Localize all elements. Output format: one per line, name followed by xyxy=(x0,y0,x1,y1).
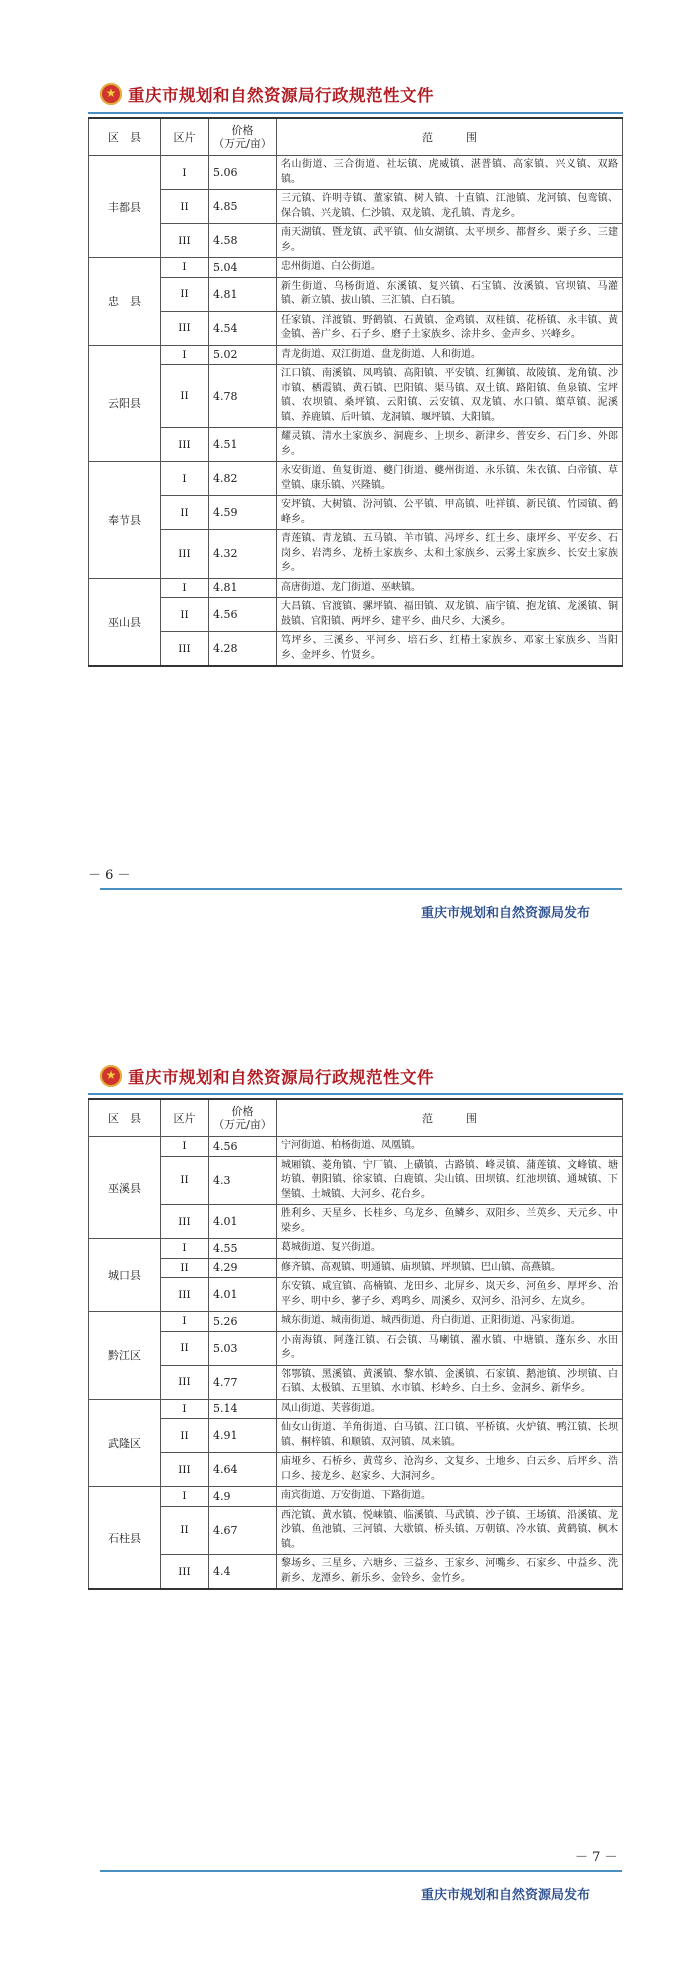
price-cell: 4.82 xyxy=(209,462,277,496)
zone-cell: III xyxy=(161,1205,209,1239)
county-name: 巫山县 xyxy=(89,578,161,666)
table-row xyxy=(89,632,623,667)
price-cell: 4.28 xyxy=(209,632,277,667)
price-cell: 4.64 xyxy=(209,1453,277,1487)
price-cell: 4.01 xyxy=(209,1205,277,1239)
table-row xyxy=(89,1258,623,1278)
zone-cell: III xyxy=(161,1453,209,1487)
page-header xyxy=(100,1064,434,1088)
table-row xyxy=(89,1555,623,1590)
price-cell: 4.78 xyxy=(209,365,277,428)
table-row xyxy=(89,311,623,345)
price-cell: 4.9 xyxy=(209,1487,277,1507)
table-row xyxy=(89,1137,623,1157)
column-header-scope: 范 围 xyxy=(277,118,623,156)
county-name: 云阳县 xyxy=(89,345,161,462)
zone-cell: III xyxy=(161,1365,209,1399)
page-header xyxy=(100,82,434,106)
table-row xyxy=(89,1453,623,1487)
header-title: 重庆市规划和自然资源局行政规范性文件 xyxy=(128,1068,434,1087)
table-row xyxy=(89,1278,623,1312)
table-row xyxy=(89,190,623,224)
zone-cell: II xyxy=(161,1258,209,1278)
footer-publisher: 重庆市规划和自然资源局发布 xyxy=(420,1888,590,1903)
price-cell: 4.29 xyxy=(209,1258,277,1278)
price-cell: 4.91 xyxy=(209,1419,277,1453)
scope-cell: 凤山街道、芙蓉街道。 xyxy=(277,1399,623,1419)
zone-cell: III xyxy=(161,1555,209,1590)
price-cell: 4.81 xyxy=(209,277,277,311)
header-divider xyxy=(88,112,623,114)
zone-cell: I xyxy=(161,156,209,190)
scope-cell: 东安镇、咸宜镇、高楠镇、龙田乡、北屏乡、岚天乡、河鱼乡、厚坪乡、治平乡、明中乡、蓼子乡、鸡鸣乡、周溪乡、双河乡、沿河乡、左岚乡。 xyxy=(277,1278,623,1312)
zone-cell: III xyxy=(161,1278,209,1312)
zone-cell: I xyxy=(161,345,209,365)
scope-cell: 西沱镇、黄水镇、悦崃镇、临溪镇、马武镇、沙子镇、王场镇、沿溪镇、龙沙镇、鱼池镇、三河镇、大歇镇、桥头镇、万朝镇、冷水镇、黄鹤镇、枫木镇。 xyxy=(277,1506,623,1555)
price-cell: 4.51 xyxy=(209,428,277,462)
county-name: 巫溪县 xyxy=(89,1137,161,1239)
table-row xyxy=(89,1239,623,1259)
zone-cell: I xyxy=(161,1399,209,1419)
table-row xyxy=(89,428,623,462)
price-cell: 4.56 xyxy=(209,598,277,632)
price-cell: 5.06 xyxy=(209,156,277,190)
zone-cell: II xyxy=(161,277,209,311)
zone-cell: I xyxy=(161,1487,209,1507)
footer-divider xyxy=(100,1870,622,1872)
table-row xyxy=(89,496,623,530)
price-cell: 4.01 xyxy=(209,1278,277,1312)
price-cell: 5.26 xyxy=(209,1312,277,1332)
zone-cell: II xyxy=(161,1506,209,1555)
zone-cell: I xyxy=(161,258,209,278)
column-header-zone: 区片 xyxy=(161,1099,209,1137)
column-header-county: 区 县 xyxy=(89,1099,161,1137)
zone-cell: II xyxy=(161,496,209,530)
scope-cell: 黎场乡、三星乡、六塘乡、三益乡、王家乡、河嘴乡、石家乡、中益乡、洗新乡、龙潭乡、新乐乡、金铃乡、金竹乡。 xyxy=(277,1555,623,1590)
county-name: 武隆区 xyxy=(89,1399,161,1487)
table-row xyxy=(89,578,623,598)
table-row xyxy=(89,258,623,278)
price-cell: 4.58 xyxy=(209,224,277,258)
document-page-6 xyxy=(0,0,700,980)
zone-cell: III xyxy=(161,224,209,258)
scope-cell: 南天湖镇、暨龙镇、武平镇、仙女湖镇、太平坝乡、都督乡、栗子乡、三建乡。 xyxy=(277,224,623,258)
land-price-table xyxy=(88,1098,623,1590)
table-row xyxy=(89,1331,623,1365)
zone-cell: II xyxy=(161,598,209,632)
table-row xyxy=(89,1399,623,1419)
scope-cell: 忠州街道、白公街道。 xyxy=(277,258,623,278)
scope-cell: 邻鄂镇、黑溪镇、黄溪镇、黎水镇、金溪镇、石家镇、鹅池镇、沙坝镇、白石镇、太极镇、五里镇、水市镇、杉岭乡、白土乡、金洞乡、新华乡。 xyxy=(277,1365,623,1399)
scope-cell: 青莲镇、青龙镇、五马镇、羊市镇、冯坪乡、红土乡、康坪乡、平安乡、石岗乡、岩湾乡、龙桥土家族乡、太和土家族乡、云雾土家族乡、长安土家族乡。 xyxy=(277,530,623,579)
footer-publisher: 重庆市规划和自然资源局发布 xyxy=(420,906,590,921)
table-header-row xyxy=(89,1099,623,1137)
price-cell: 4.85 xyxy=(209,190,277,224)
zone-cell: II xyxy=(161,1419,209,1453)
zone-cell: III xyxy=(161,428,209,462)
price-cell: 4.4 xyxy=(209,1555,277,1590)
scope-cell: 新生街道、乌杨街道、东溪镇、复兴镇、石宝镇、汝溪镇、官坝镇、马灌镇、新立镇、拔山镇、三汇镇、白石镇。 xyxy=(277,277,623,311)
scope-cell: 小南海镇、阿蓬江镇、石会镇、马喇镇、濯水镇、中塘镇、蓬东乡、水田乡。 xyxy=(277,1331,623,1365)
zone-cell: I xyxy=(161,1312,209,1332)
scope-cell: 葛城街道、复兴街道。 xyxy=(277,1239,623,1259)
column-header-zone: 区片 xyxy=(161,118,209,156)
price-cell: 4.3 xyxy=(209,1156,277,1205)
scope-cell: 大昌镇、官渡镇、骡坪镇、福田镇、双龙镇、庙宇镇、抱龙镇、龙溪镇、铜鼓镇、官阳镇、两坪乡、建平乡、曲尺乡、大溪乡。 xyxy=(277,598,623,632)
zone-cell: III xyxy=(161,311,209,345)
zone-cell: I xyxy=(161,1137,209,1157)
scope-cell: 宁河街道、柏杨街道、凤凰镇。 xyxy=(277,1137,623,1157)
price-cell: 4.54 xyxy=(209,311,277,345)
scope-cell: 胜利乡、天星乡、长桂乡、乌龙乡、鱼鳞乡、双阳乡、兰英乡、天元乡、中梁乡。 xyxy=(277,1205,623,1239)
scope-cell: 任家镇、洋渡镇、野鹤镇、石黄镇、金鸡镇、双桂镇、花桥镇、永丰镇、黄金镇、善广乡、石子乡、磨子土家族乡、涂井乡、金声乡、兴峰乡。 xyxy=(277,311,623,345)
table-row xyxy=(89,224,623,258)
scope-cell: 仙女山街道、羊角街道、白马镇、江口镇、平桥镇、火炉镇、鸭江镇、长坝镇、桐梓镇、和顺镇、双河镇、凤来镇。 xyxy=(277,1419,623,1453)
price-cell: 5.14 xyxy=(209,1399,277,1419)
national-emblem-icon xyxy=(100,83,122,105)
price-cell: 4.32 xyxy=(209,530,277,579)
land-price-table xyxy=(88,117,623,667)
scope-cell: 名山街道、三合街道、社坛镇、虎威镇、湛普镇、高家镇、兴义镇、双路镇。 xyxy=(277,156,623,190)
header-divider xyxy=(88,1093,623,1095)
table-row xyxy=(89,277,623,311)
table-row xyxy=(89,156,623,190)
zone-cell: III xyxy=(161,632,209,667)
scope-cell: 城东街道、城南街道、城西街道、舟白街道、正阳街道、冯家街道。 xyxy=(277,1312,623,1332)
scope-cell: 江口镇、南溪镇、凤鸣镇、高阳镇、平安镇、红狮镇、故陵镇、龙角镇、沙市镇、栖霞镇、黄石镇、巴阳镇、渠马镇、双土镇、路阳镇、鱼泉镇、宝坪镇、农坝镇、桑坪镇、云阳镇、云安镇、双龙镇、水口镇、蕖草镇、泥溪镇、养鹿镇、后叶镇、龙洞镇、堰坪镇、大阳镇。 xyxy=(277,365,623,428)
page-number: － 7 － xyxy=(575,1850,618,1865)
zone-cell: II xyxy=(161,365,209,428)
table-row xyxy=(89,1487,623,1507)
scope-cell: 永安街道、鱼复街道、夔门街道、夔州街道、永乐镇、朱衣镇、白帝镇、草堂镇、康乐镇、兴隆镇。 xyxy=(277,462,623,496)
zone-cell: III xyxy=(161,530,209,579)
scope-cell: 安坪镇、大树镇、汾河镇、公平镇、甲高镇、吐祥镇、新民镇、竹园镇、鹤峰乡。 xyxy=(277,496,623,530)
county-name: 城口县 xyxy=(89,1239,161,1312)
table-header-row xyxy=(89,118,623,156)
scope-cell: 耀灵镇、清水土家族乡、洞鹿乡、上坝乡、新津乡、普安乡、石门乡、外郎乡。 xyxy=(277,428,623,462)
zone-cell: I xyxy=(161,462,209,496)
header-title: 重庆市规划和自然资源局行政规范性文件 xyxy=(128,86,434,105)
national-emblem-icon xyxy=(100,1065,122,1087)
price-cell: 4.77 xyxy=(209,1365,277,1399)
price-cell: 4.67 xyxy=(209,1506,277,1555)
table-row xyxy=(89,1312,623,1332)
table-row xyxy=(89,1156,623,1205)
column-header-price: 价格 （万元/亩） xyxy=(209,118,277,156)
price-cell: 4.59 xyxy=(209,496,277,530)
county-name: 丰都县 xyxy=(89,156,161,258)
price-cell: 5.03 xyxy=(209,1331,277,1365)
zone-cell: I xyxy=(161,1239,209,1259)
zone-cell: I xyxy=(161,578,209,598)
scope-cell: 修齐镇、高观镇、明通镇、庙坝镇、坪坝镇、巴山镇、高燕镇。 xyxy=(277,1258,623,1278)
scope-cell: 三元镇、许明寺镇、董家镇、树人镇、十直镇、江池镇、龙河镇、包鸾镇、保合镇、兴龙镇、仁沙镇、双龙镇、龙孔镇、青龙乡。 xyxy=(277,190,623,224)
zone-cell: II xyxy=(161,1156,209,1205)
scope-cell: 城厢镇、菱角镇、宁厂镇、上磺镇、古路镇、峰灵镇、蒲莲镇、文峰镇、塘坊镇、朝阳镇、徐家镇、白鹿镇、尖山镇、田坝镇、红池坝镇、通城镇、下堡镇、土城镇、大河乡、花台乡。 xyxy=(277,1156,623,1205)
scope-cell: 南宾街道、万安街道、下路街道。 xyxy=(277,1487,623,1507)
page-number: － 6 － xyxy=(88,868,131,883)
scope-cell: 青龙街道、双江街道、盘龙街道、人和街道。 xyxy=(277,345,623,365)
zone-cell: II xyxy=(161,190,209,224)
price-cell: 4.81 xyxy=(209,578,277,598)
column-header-price: 价格 （万元/亩） xyxy=(209,1099,277,1137)
county-name: 石柱县 xyxy=(89,1487,161,1590)
county-name: 奉节县 xyxy=(89,462,161,579)
table-row xyxy=(89,530,623,579)
document-page-7 xyxy=(0,1040,700,1979)
column-header-county: 区 县 xyxy=(89,118,161,156)
scope-cell: 高唐街道、龙门街道、巫峡镇。 xyxy=(277,578,623,598)
table-row xyxy=(89,1365,623,1399)
price-cell: 4.55 xyxy=(209,1239,277,1259)
scope-cell: 笃坪乡、三溪乡、平河乡、培石乡、红椿土家族乡、邓家土家族乡、当阳乡、金坪乡、竹贤乡。 xyxy=(277,632,623,667)
table-row xyxy=(89,462,623,496)
table-row xyxy=(89,1205,623,1239)
scope-cell: 庙垭乡、石桥乡、黄莺乡、沧沟乡、文复乡、土地乡、白云乡、后坪乡、浩口乡、接龙乡、赵家乡、大洞河乡。 xyxy=(277,1453,623,1487)
price-cell: 4.56 xyxy=(209,1137,277,1157)
table-row xyxy=(89,345,623,365)
footer-divider xyxy=(100,888,622,890)
column-header-scope: 范 围 xyxy=(277,1099,623,1137)
zone-cell: II xyxy=(161,1331,209,1365)
table-row xyxy=(89,1419,623,1453)
price-cell: 5.02 xyxy=(209,345,277,365)
county-name: 黔江区 xyxy=(89,1312,161,1400)
table-row xyxy=(89,1506,623,1555)
table-row xyxy=(89,365,623,428)
table-row xyxy=(89,598,623,632)
price-cell: 5.04 xyxy=(209,258,277,278)
county-name: 忠 县 xyxy=(89,258,161,346)
